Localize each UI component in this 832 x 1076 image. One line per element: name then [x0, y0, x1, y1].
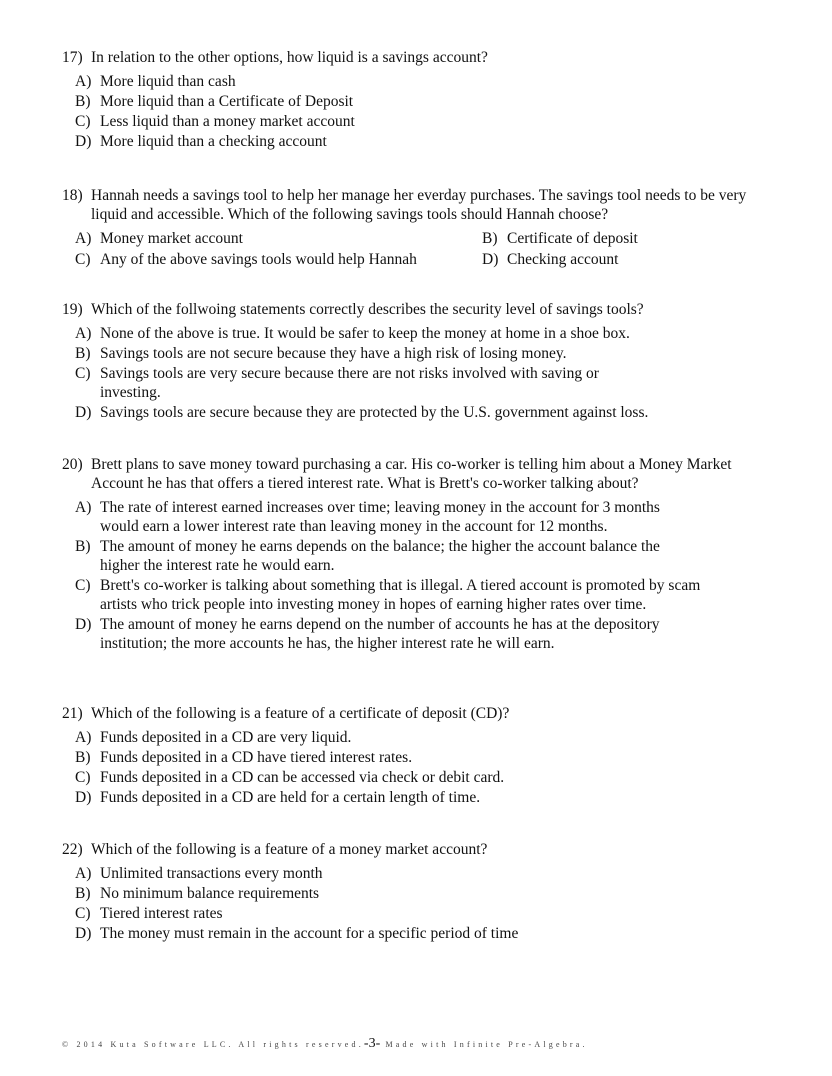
question-17 [62, 48, 762, 152]
option-text: Certificate of deposit [507, 230, 638, 247]
option-letter: B) [75, 885, 91, 902]
page-number: -3- [363, 1036, 381, 1051]
option-d [62, 403, 762, 422]
option-letter: C) [75, 577, 91, 594]
option-c [62, 250, 469, 269]
option-text: The money must remain in the account for a specific period of time [100, 925, 519, 942]
question-number: 19) [62, 301, 83, 318]
option-c [62, 768, 762, 787]
option-d [62, 132, 582, 151]
question-18 [62, 186, 762, 270]
option-c [62, 576, 702, 614]
option-letter: A) [75, 499, 92, 516]
question-number: 20) [62, 456, 83, 473]
option-d [62, 788, 762, 807]
question-21 [62, 704, 762, 808]
option-text: More liquid than cash [100, 73, 236, 90]
option-text: The rate of interest earned increases over time; leaving money in the account for 3 months would earn a lower interest rate than leaving money in the account for 12 months. [100, 499, 660, 535]
option-letter: B) [75, 749, 91, 766]
option-b [62, 92, 582, 111]
option-text: Brett's co-worker is talking about something that is illegal. A tiered account is promoted by scam artists who trick people into investing money in hopes of earning higher rates over time. [100, 577, 701, 613]
option-text: Savings tools are secure because they are protected by the U.S. government against loss. [100, 404, 649, 421]
option-text: More liquid than a Certificate of Deposit [100, 93, 354, 110]
option-text: Savings tools are very secure because there are not risks involved with saving or investing. [100, 365, 599, 401]
option-letter: B) [75, 345, 91, 362]
option-c [62, 364, 655, 402]
option-text: The amount of money he earns depend on the number of accounts he has at the depository institution; the more accounts he has, the higher interest rate he will earn. [100, 616, 660, 652]
option-text: Funds deposited in a CD have tiered interest rates. [100, 749, 413, 766]
option-a [62, 728, 762, 747]
option-b [62, 884, 762, 903]
option-c [62, 112, 582, 131]
option-a [62, 229, 469, 248]
page-footer [62, 1036, 588, 1052]
option-c [62, 904, 762, 923]
option-letter: D) [75, 789, 92, 806]
question-text: In relation to the other options, how liquid is a savings account? [91, 49, 488, 66]
option-a [62, 72, 582, 91]
option-text: Money market account [100, 230, 243, 247]
option-d [62, 615, 702, 653]
option-letter: C) [75, 365, 91, 382]
option-a [62, 864, 762, 883]
question-20 [62, 455, 762, 654]
option-text: None of the above is true. It would be safer to keep the money at home in a shoe box. [100, 325, 630, 342]
option-text: Funds deposited in a CD are very liquid. [100, 729, 352, 746]
question-number: 18) [62, 187, 83, 204]
option-letter: D) [75, 133, 92, 150]
option-letter: A) [75, 230, 92, 247]
question-text: Which of the following is a feature of a money market account? [91, 841, 488, 858]
question-22 [62, 840, 762, 944]
option-a [62, 324, 762, 343]
option-b [62, 344, 762, 363]
option-text: Any of the above savings tools would help Hannah [100, 251, 417, 268]
option-text: Less liquid than a money market account [100, 113, 355, 130]
option-letter: B) [482, 230, 498, 247]
question-text: Brett plans to save money toward purchasing a car. His co-worker is telling him about a Money Market Account he has that offers a tiered interest rate. What is Brett's co-worker talking about? [91, 456, 732, 492]
question-text: Hannah needs a savings tool to help her manage her everday purchases. The savings tool needs to be very liquid and accessible. Which of the following savings tools should Hannah choose? [91, 187, 747, 223]
option-text: The amount of money he earns depends on the balance; the higher the account balance the higher the interest rate he would earn. [100, 538, 660, 574]
option-letter: C) [75, 251, 91, 268]
option-letter: A) [75, 729, 92, 746]
option-a [62, 498, 702, 536]
option-b [469, 229, 769, 248]
option-letter: D) [482, 251, 499, 268]
option-letter: C) [75, 905, 91, 922]
option-letter: D) [75, 616, 92, 633]
option-d [469, 250, 769, 269]
question-text: Which of the follwoing statements correctly describes the security level of savings tools? [91, 301, 644, 318]
made-with-text: Made with Infinite Pre-Algebra. [385, 1040, 588, 1049]
option-letter: A) [75, 865, 92, 882]
option-b [62, 748, 762, 767]
question-number: 17) [62, 49, 83, 66]
option-d [62, 924, 762, 943]
question-19 [62, 300, 762, 423]
option-letter: A) [75, 325, 92, 342]
option-text: Unlimited transactions every month [100, 865, 323, 882]
option-text: Funds deposited in a CD can be accessed via check or debit card. [100, 769, 505, 786]
option-letter: B) [75, 538, 91, 555]
question-number: 22) [62, 841, 83, 858]
copyright-text: © 2014 Kuta Software LLC. All rights reserved. [62, 1040, 364, 1049]
option-letter: A) [75, 73, 92, 90]
option-text: Tiered interest rates [100, 905, 223, 922]
option-letter: D) [75, 404, 92, 421]
option-b [62, 537, 702, 575]
option-text: More liquid than a checking account [100, 133, 327, 150]
option-text: Checking account [507, 251, 619, 268]
option-text: Funds deposited in a CD are held for a certain length of time. [100, 789, 481, 806]
option-letter: B) [75, 93, 91, 110]
option-text: Savings tools are not secure because they have a high risk of losing money. [100, 345, 567, 362]
question-text: Which of the following is a feature of a certificate of deposit (CD)? [91, 705, 510, 722]
option-text: No minimum balance requirements [100, 885, 320, 902]
option-letter: C) [75, 113, 91, 130]
option-letter: C) [75, 769, 91, 786]
question-number: 21) [62, 705, 83, 722]
option-letter: D) [75, 925, 92, 942]
